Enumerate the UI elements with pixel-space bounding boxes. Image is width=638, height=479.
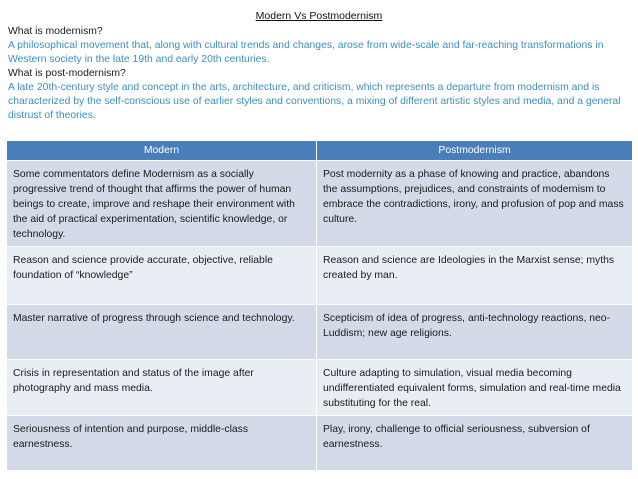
question-modernism: What is modernism? [8,26,103,37]
cell-modern: Crisis in representation and status of the image after photography and mass media. [7,360,317,416]
cell-modern: Some commentators define Modernism as a socially progressive trend of thought that affirms the power of human beings to create, improve and reshape their environment with the aid of practical experimentation, scientific knowledge, or technology. [7,161,317,247]
answer-modernism: A philosophical movement that, along with cultural trends and changes, arose from wide-scale and far-reaching transformations in Western society in the late 19th and early 20th centuries. [8,40,604,65]
table-row [7,247,633,305]
cell-postmodern: Reason and science are Ideologies in the Marxist sense; myths created by man. [317,247,633,305]
cell-modern: Reason and science provide accurate, objective, reliable foundation of “knowledge” [7,247,317,305]
cell-postmodern: Scepticism of idea of progress, anti-technology reactions, neo-Luddism; new age religions. [317,305,633,360]
table-header-row [7,141,633,161]
table-row [7,360,633,416]
cell-modern: Master narrative of progress through science and technology. [7,305,317,360]
cell-postmodern: Play, irony, challenge to official seriousness, subversion of earnestness. [317,416,633,471]
cell-postmodern: Post modernity as a phase of knowing and practice, abandons the assumptions, prejudices, and constraints of modernism to embrace the contradictions, irony, and profusion of pop and mass culture. [317,161,633,247]
table-row [7,416,633,471]
header-postmodernism: Postmodernism [317,141,633,161]
cell-postmodern: Culture adapting to simulation, visual media becoming undifferentiated equivalent forms, simulation and real-time media substituting for the real. [317,360,633,416]
table-row [7,305,633,360]
header-modern: Modern [7,141,317,161]
cell-modern: Seriousness of intention and purpose, middle-class earnestness. [7,416,317,471]
table-row [7,161,633,247]
page-title: Modern Vs Postmodernism [255,10,383,22]
document [6,0,632,450]
comparison-table [6,140,633,471]
answer-postmodernism: A late 20th-century style and concept in the arts, architecture, and criticism, which represents a departure from modernism and is characterized by the self-conscious use of earlier styles and conventions, a mixing of different artistic styles and media, and a general distrust of theories. [8,82,621,121]
intro-section [6,25,632,123]
question-postmodernism: What is post-modernism? [8,68,126,79]
